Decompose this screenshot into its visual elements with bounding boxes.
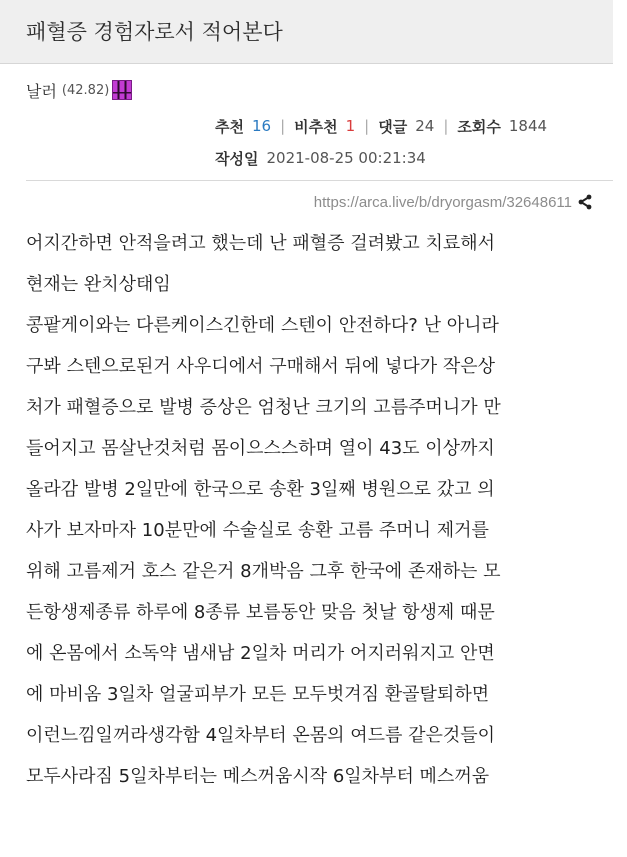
upvote-label: 추천 bbox=[215, 117, 244, 136]
stat-divider: | bbox=[443, 117, 449, 135]
body-line: 콩팥게이와는 다른케이스긴한데 스텐이 안전하다? 난 아니라 bbox=[26, 315, 499, 336]
stat-divider: | bbox=[364, 117, 370, 135]
body-line: 처가 패혈증으로 발병 증상은 엄청난 크기의 고름주머니가 만 bbox=[26, 397, 501, 418]
comment-count: 24 bbox=[415, 117, 435, 135]
views-label: 조회수 bbox=[457, 117, 501, 136]
downvote-count: 1 bbox=[345, 117, 356, 135]
body-line: 에 마비옴 3일차 얼굴피부가 모든 모두벗겨짐 환골탈퇴하면 bbox=[26, 684, 490, 705]
post-body bbox=[26, 223, 616, 797]
body-line: 올라감 발병 2일만에 한국으로 송환 3일째 병원으로 갔고 의 bbox=[26, 479, 495, 500]
author-avatar-icon[interactable] bbox=[112, 80, 132, 100]
header-divider bbox=[26, 180, 613, 181]
post-date bbox=[215, 146, 426, 170]
author-info bbox=[26, 79, 132, 101]
body-line: 들어지고 몸살난것처럼 몸이으스스하며 열이 43도 이상까지 bbox=[26, 438, 495, 459]
body-line: 현재는 완치상태임 bbox=[26, 274, 171, 295]
upvote-count: 16 bbox=[251, 117, 272, 135]
body-line: 든항생제종류 하루에 8종류 보름동안 맞음 첫날 항생제 때문 bbox=[26, 602, 495, 623]
date-label: 작성일 bbox=[215, 149, 259, 168]
stat-divider: | bbox=[280, 117, 286, 135]
author-score: (42.82) bbox=[61, 82, 110, 98]
views-count: 1844 bbox=[508, 117, 548, 135]
body-line: 이런느낌일꺼라생각함 4일차부터 온몸의 여드름 같은것들이 bbox=[26, 725, 496, 746]
downvote-label: 비추천 bbox=[294, 117, 338, 136]
body-line: 모두사라짐 5일차부터는 메스꺼움시작 6일차부터 메스꺼움 bbox=[26, 766, 490, 787]
post-stats bbox=[215, 114, 547, 138]
body-line: 에 온몸에서 소독약 냄새남 2일차 머리가 어지러워지고 안면 bbox=[26, 643, 495, 664]
body-line: 사가 보자마자 10분만에 수술실로 송환 고름 주머니 제거를 bbox=[26, 520, 489, 541]
post-title: 패혈증 경험자로서 적어본다 bbox=[26, 20, 283, 44]
author-name[interactable]: 날러 bbox=[26, 81, 57, 101]
body-line: 어지간하면 안적을려고 했는데 난 패혈증 걸려봤고 치료해서 bbox=[26, 233, 496, 254]
post-url-row bbox=[314, 190, 593, 214]
post-url-link[interactable]: https://arca.live/b/dryorgasm/32648611 bbox=[313, 193, 572, 211]
title-bar bbox=[0, 0, 613, 64]
body-line: 구봐 스텐으로된거 사우디에서 구매해서 뒤에 넣다가 작은상 bbox=[26, 356, 496, 377]
share-icon[interactable] bbox=[577, 194, 593, 210]
date-value: 2021-08-25 00:21:34 bbox=[266, 149, 426, 167]
body-line: 위해 고름제거 호스 같은거 8개박음 그후 한국에 존재하는 모 bbox=[26, 561, 501, 582]
comment-label: 댓글 bbox=[378, 117, 408, 136]
